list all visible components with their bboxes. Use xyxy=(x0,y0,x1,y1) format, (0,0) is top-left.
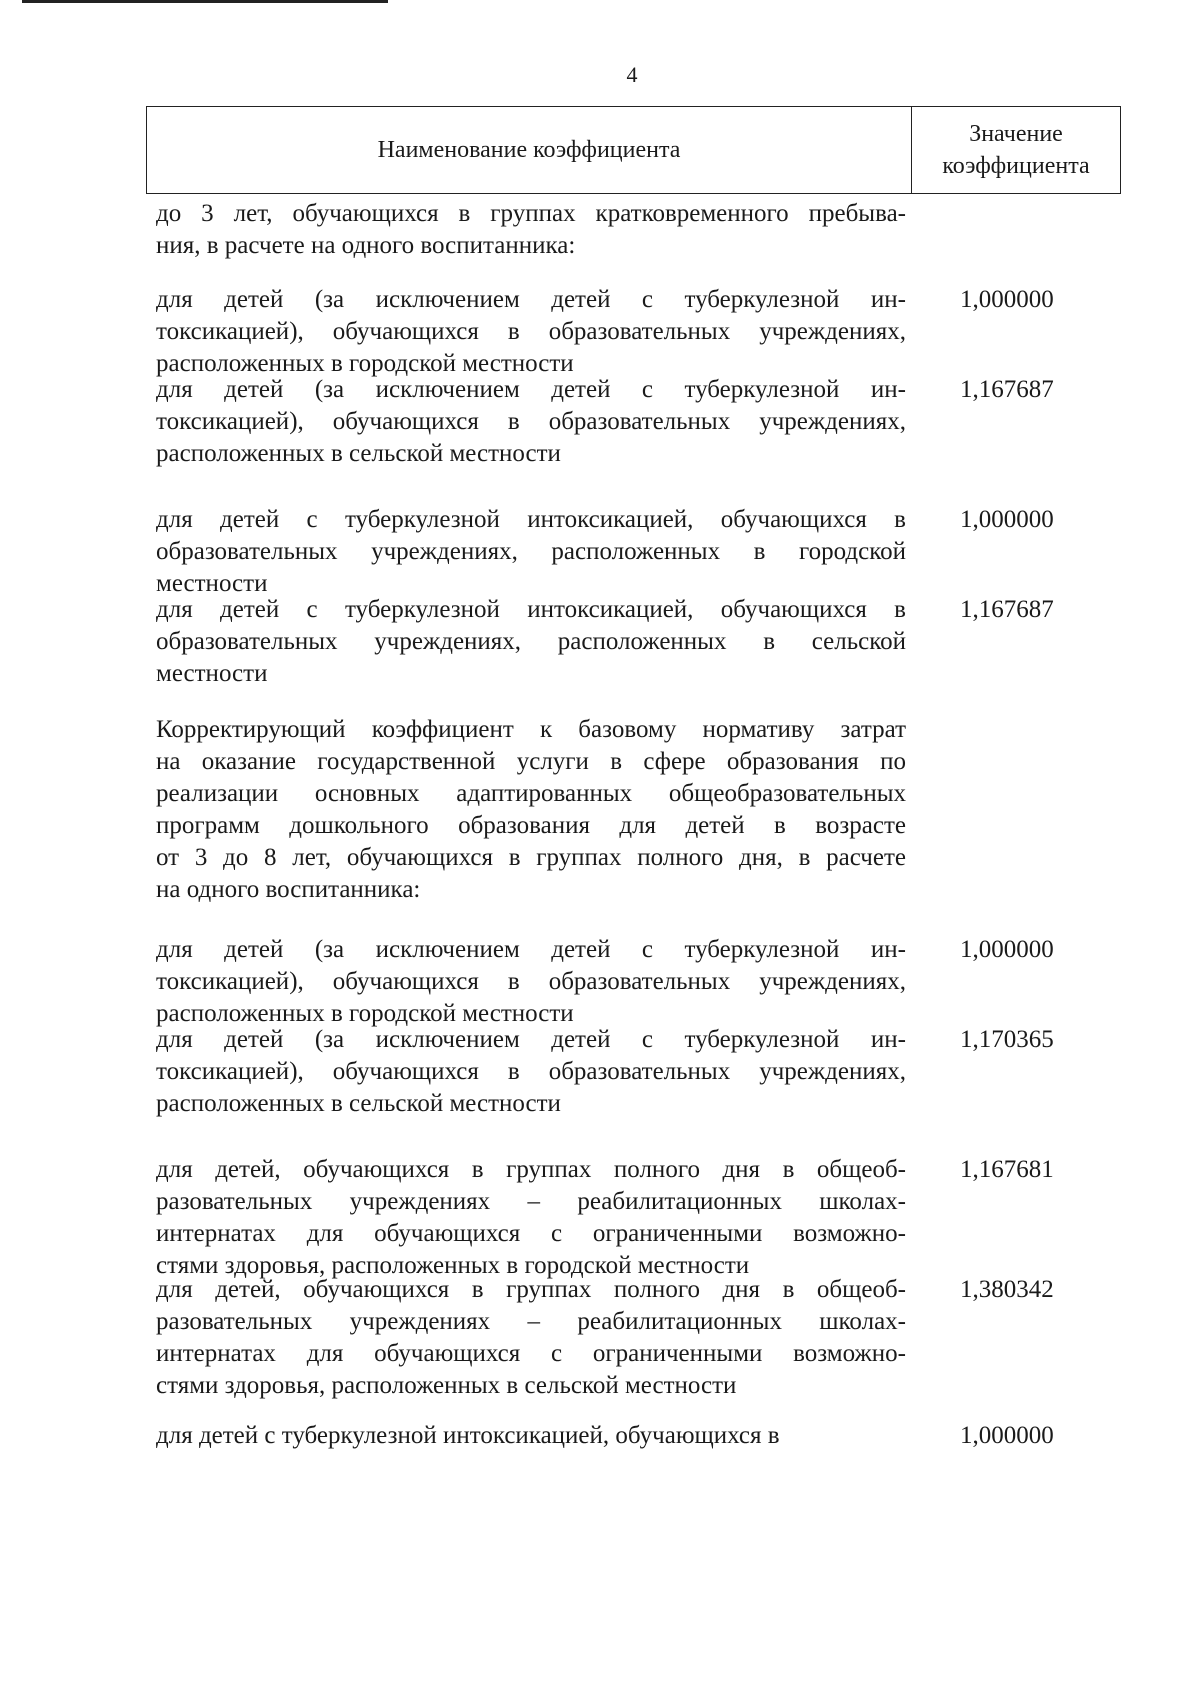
text-line: разовательных учреждениях – реабилитационных школах- xyxy=(156,1188,906,1215)
header-name-cell: Наименование коэффициента xyxy=(147,107,912,193)
coefficient-entry-text xyxy=(156,374,906,470)
text-line: для детей (за исключением детей с туберкулезной ин- xyxy=(156,286,906,313)
coefficient-value: 1,000000 xyxy=(960,506,1054,533)
coefficient-value: 1,000000 xyxy=(960,936,1054,963)
text-line: программ дошкольного образования для детей в возрасте xyxy=(156,812,906,839)
text-line: Корректирующий коэффициент к базовому нормативу затрат xyxy=(156,716,906,743)
coefficient-value: 1,000000 xyxy=(960,286,1054,313)
text-line: на одного воспитанника: xyxy=(156,876,421,903)
header-value-line1: Значение xyxy=(969,121,1063,147)
text-line: местности xyxy=(156,660,268,687)
header-value-line2: коэффициента xyxy=(942,153,1090,179)
coefficient-entry-text xyxy=(156,1274,906,1402)
text-line: для детей с туберкулезной интоксикацией, обучающихся в xyxy=(156,596,906,623)
coefficient-entry-text xyxy=(156,504,906,600)
coefficient-value: 1,167681 xyxy=(960,1156,1054,1183)
coefficient-value: 1,170365 xyxy=(960,1026,1054,1053)
text-line: для детей, обучающихся в группах полного дня в общеоб- xyxy=(156,1276,906,1303)
text-line: токсикацией), обучающихся в образовательных учреждениях, xyxy=(156,1058,906,1085)
text-line: от 3 до 8 лет, обучающихся в группах полного дня, в расчете xyxy=(156,844,906,871)
text-line: расположенных в сельской местности xyxy=(156,440,561,467)
text-line: ния, в расчете на одного воспитанника: xyxy=(156,232,576,259)
text-line: расположенных в городской местности xyxy=(156,350,574,377)
coefficient-entry-text xyxy=(156,198,906,262)
text-line: на оказание государственной услуги в сфере образования по xyxy=(156,748,906,775)
text-line: токсикацией), обучающихся в образовательных учреждениях, xyxy=(156,318,906,345)
text-line: для детей (за исключением детей с туберкулезной ин- xyxy=(156,936,906,963)
text-line: интернатах для обучающихся с ограниченными возможно- xyxy=(156,1220,906,1247)
coefficient-value: 1,167687 xyxy=(960,376,1054,403)
coefficient-entry-text xyxy=(156,714,906,906)
text-line: образовательных учреждениях, расположенных в городской xyxy=(156,538,906,565)
text-line: токсикацией), обучающихся в образовательных учреждениях, xyxy=(156,968,906,995)
text-line: стями здоровья, расположенных в городской местности xyxy=(156,1252,750,1279)
text-line: токсикацией), обучающихся в образовательных учреждениях, xyxy=(156,408,906,435)
coefficient-value: 1,000000 xyxy=(960,1422,1054,1449)
text-line: для детей с туберкулезной интоксикацией, обучающихся в xyxy=(156,506,906,533)
coefficient-entry-text xyxy=(156,1154,906,1282)
table-header xyxy=(146,106,1121,194)
text-line: разовательных учреждениях – реабилитационных школах- xyxy=(156,1308,906,1335)
text-line: для детей (за исключением детей с туберкулезной ин- xyxy=(156,376,906,403)
text-line: для детей, обучающихся в группах полного дня в общеоб- xyxy=(156,1156,906,1183)
coefficient-entry-text xyxy=(156,1420,906,1452)
top-rule xyxy=(22,0,388,3)
text-line: образовательных учреждениях, расположенных в сельской xyxy=(156,628,906,655)
text-line: до 3 лет, обучающихся в группах кратковременного пребыва- xyxy=(156,200,906,227)
text-line: реализации основных адаптированных общеобразовательных xyxy=(156,780,906,807)
text-line: интернатах для обучающихся с ограниченными возможно- xyxy=(156,1340,906,1367)
text-line: расположенных в городской местности xyxy=(156,1000,574,1027)
page-number: 4 xyxy=(626,62,638,87)
text-line: расположенных в сельской местности xyxy=(156,1090,561,1117)
text-line: местности xyxy=(156,570,268,597)
coefficient-entry-text xyxy=(156,934,906,1030)
coefficient-value: 1,380342 xyxy=(960,1276,1054,1303)
coefficient-entry-text xyxy=(156,284,906,380)
text-line: для детей (за исключением детей с туберкулезной ин- xyxy=(156,1026,906,1053)
coefficient-entry-text xyxy=(156,1024,906,1120)
text-line: стями здоровья, расположенных в сельской местности xyxy=(156,1372,737,1399)
coefficient-value: 1,167687 xyxy=(960,596,1054,623)
header-value-cell xyxy=(912,107,1120,193)
coefficient-entry-text xyxy=(156,594,906,690)
text-line: для детей с туберкулезной интоксикацией, обучающихся в xyxy=(156,1422,780,1449)
